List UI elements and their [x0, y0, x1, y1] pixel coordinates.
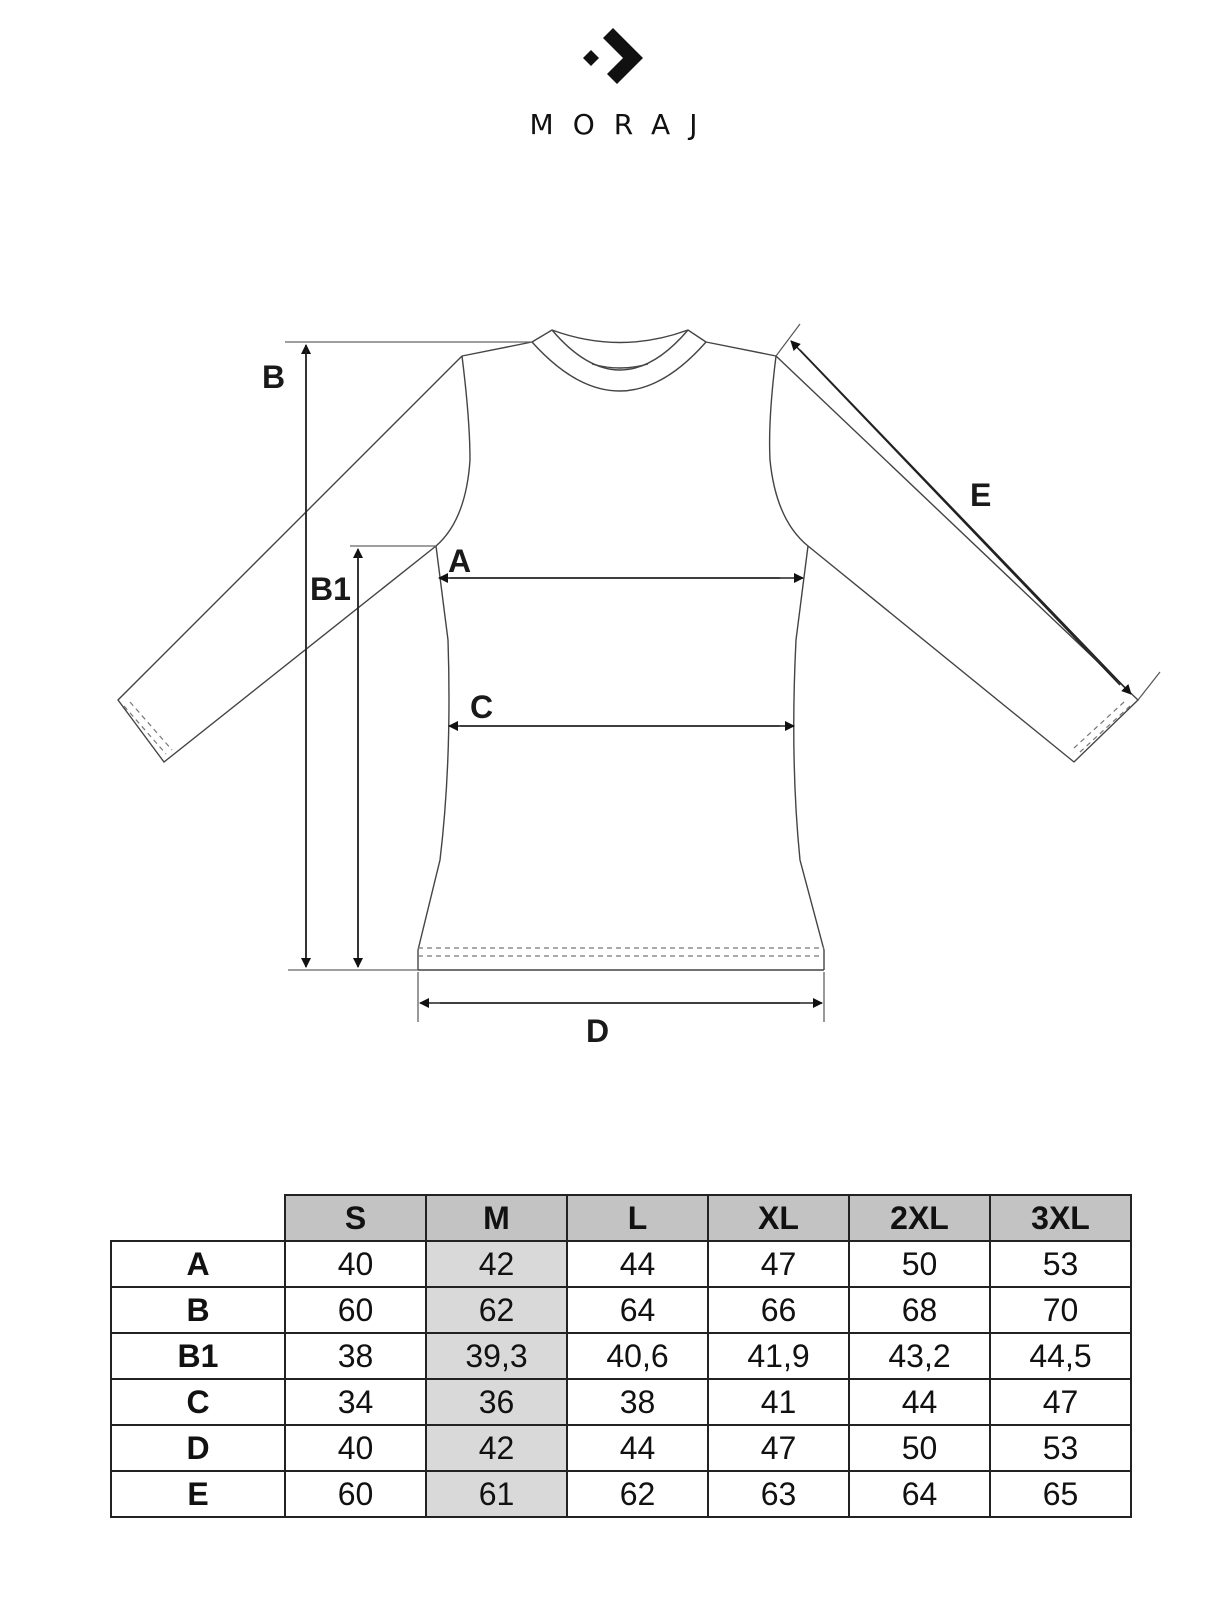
size-header: XL [708, 1195, 849, 1241]
measurement-value: 61 [426, 1471, 567, 1517]
left-side [418, 356, 470, 950]
measurement-value: 38 [567, 1379, 708, 1425]
measurement-value: 41,9 [708, 1333, 849, 1379]
measurement-label: D [111, 1425, 285, 1471]
measurement-value: 44 [567, 1241, 708, 1287]
measurement-value: 53 [990, 1241, 1131, 1287]
garment-outline [118, 330, 1138, 970]
measurement-value: 66 [708, 1287, 849, 1333]
measurement-value: 44 [849, 1379, 990, 1425]
label-b: B [262, 359, 286, 395]
table-row [111, 1425, 1131, 1471]
dim-e-down [800, 350, 1131, 694]
measurement-value: 50 [849, 1425, 990, 1471]
measurement-label: E [111, 1471, 285, 1517]
measurement-value: 39,3 [426, 1333, 567, 1379]
label-e: E [970, 477, 992, 513]
measurement-value: 47 [990, 1379, 1131, 1425]
size-header: 3XL [990, 1195, 1131, 1241]
size-header: 2XL [849, 1195, 990, 1241]
label-b1: B1 [310, 571, 351, 607]
table-row [111, 1471, 1131, 1517]
measurement-label: A [111, 1241, 285, 1287]
measurement-value: 42 [426, 1241, 567, 1287]
brand-name: MORAJ [529, 108, 717, 141]
left-sleeve [118, 356, 462, 762]
right-shoulder [706, 342, 776, 356]
table-row [111, 1287, 1131, 1333]
label-d: D [586, 1013, 610, 1049]
measurement-value: 47 [708, 1425, 849, 1471]
corner-cell [111, 1195, 285, 1241]
measurement-value: 43,2 [849, 1333, 990, 1379]
label-c: C [470, 689, 494, 725]
stitching [124, 702, 1130, 956]
size-header: S [285, 1195, 426, 1241]
table-row [111, 1333, 1131, 1379]
label-a: A [448, 543, 472, 579]
measurement-value: 40 [285, 1425, 426, 1471]
measurement-value: 60 [285, 1287, 426, 1333]
measurement-value: 65 [990, 1471, 1131, 1517]
dimension-lines [285, 324, 1160, 1022]
size-header: M [426, 1195, 567, 1241]
measurement-value: 68 [849, 1287, 990, 1333]
measurement-value: 63 [708, 1471, 849, 1517]
measurement-value: 64 [567, 1287, 708, 1333]
size-header: L [567, 1195, 708, 1241]
measurement-value: 53 [990, 1425, 1131, 1471]
measurement-value: 40 [285, 1241, 426, 1287]
measurement-value: 62 [567, 1471, 708, 1517]
measurement-value: 64 [849, 1471, 990, 1517]
measurement-label: B1 [111, 1333, 285, 1379]
table-row [111, 1241, 1131, 1287]
size-header-row [111, 1195, 1131, 1241]
neckband-outer [532, 342, 706, 391]
measurement-value: 62 [426, 1287, 567, 1333]
measurement-value: 34 [285, 1379, 426, 1425]
measurement-value: 60 [285, 1471, 426, 1517]
measurement-value: 40,6 [567, 1333, 708, 1379]
left-shoulder [462, 342, 532, 356]
measurement-value: 44,5 [990, 1333, 1131, 1379]
measurement-value: 42 [426, 1425, 567, 1471]
right-side [770, 356, 824, 950]
measurement-value: 36 [426, 1379, 567, 1425]
measurement-value: 47 [708, 1241, 849, 1287]
measurement-label: C [111, 1379, 285, 1425]
measurement-value: 41 [708, 1379, 849, 1425]
size-chart-table [110, 1194, 1132, 1518]
measurement-value: 70 [990, 1287, 1131, 1333]
measurement-value: 50 [849, 1241, 990, 1287]
measurement-value: 44 [567, 1425, 708, 1471]
table-row [111, 1379, 1131, 1425]
measurement-label: B [111, 1287, 285, 1333]
measurement-value: 38 [285, 1333, 426, 1379]
right-sleeve [776, 356, 1138, 762]
